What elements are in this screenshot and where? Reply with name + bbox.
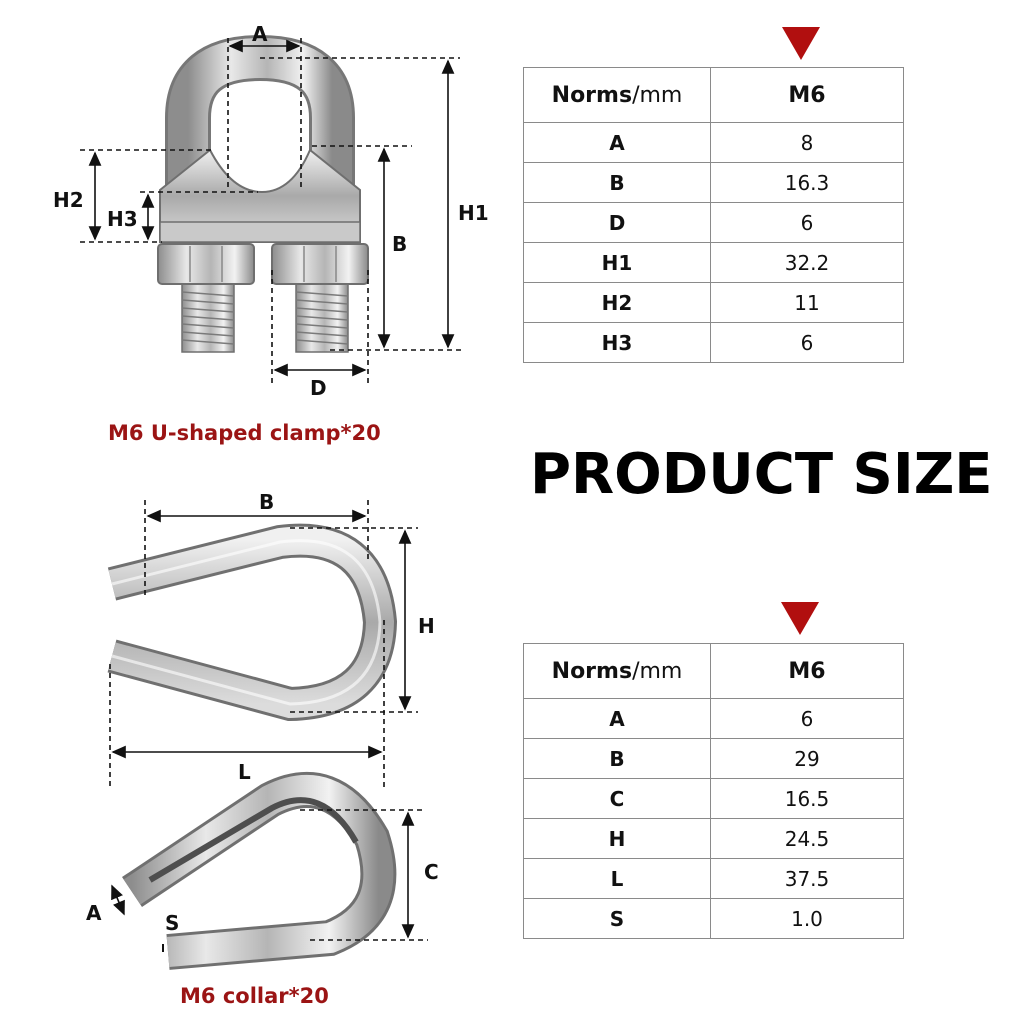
table-row xyxy=(524,739,904,779)
row-key: A xyxy=(524,123,711,163)
table-row xyxy=(524,203,904,243)
marker-triangle-icon xyxy=(782,27,820,60)
row-value: 29 xyxy=(711,739,904,779)
collar-caption: M6 collar*20 xyxy=(180,984,329,1008)
row-key: H xyxy=(524,819,711,859)
collar-label-b: B xyxy=(259,490,275,514)
row-value: 32.2 xyxy=(711,243,904,283)
product-size-heading: PRODUCT SIZE xyxy=(530,442,993,507)
header-norms: Norms/mm xyxy=(524,644,711,699)
u-clamp-drawing xyxy=(158,58,368,352)
row-value: 6 xyxy=(711,203,904,243)
row-value: 1.0 xyxy=(711,899,904,939)
table-row xyxy=(524,699,904,739)
row-value: 8 xyxy=(711,123,904,163)
table-row xyxy=(524,323,904,363)
collar-label-l: L xyxy=(238,760,251,784)
row-value: 11 xyxy=(711,283,904,323)
clamp-caption: M6 U-shaped clamp*20 xyxy=(108,421,381,445)
thimble-side-drawing xyxy=(112,541,380,704)
header-size: M6 xyxy=(711,644,904,699)
row-value: 6 xyxy=(711,323,904,363)
table-row xyxy=(524,163,904,203)
clamp-label-a: A xyxy=(252,22,268,46)
header-norms: Norms/mm xyxy=(524,68,711,123)
row-value: 6 xyxy=(711,699,904,739)
row-key: H2 xyxy=(524,283,711,323)
table-row xyxy=(524,899,904,939)
row-value: 24.5 xyxy=(711,819,904,859)
collar-label-a: A xyxy=(86,901,102,925)
table-row xyxy=(524,283,904,323)
row-key: A xyxy=(524,699,711,739)
clamp-label-h2: H2 xyxy=(53,188,84,212)
row-key: S xyxy=(524,899,711,939)
table-row xyxy=(524,819,904,859)
row-value: 16.5 xyxy=(711,779,904,819)
table-header-row xyxy=(524,68,904,123)
row-key: B xyxy=(524,739,711,779)
table-row xyxy=(524,243,904,283)
row-key: L xyxy=(524,859,711,899)
header-size: M6 xyxy=(711,68,904,123)
collar-label-c: C xyxy=(424,860,439,884)
collar-label-h: H xyxy=(418,614,435,638)
clamp-spec-table xyxy=(523,67,904,363)
row-key: H3 xyxy=(524,323,711,363)
row-key: C xyxy=(524,779,711,819)
row-value: 16.3 xyxy=(711,163,904,203)
collar-label-s: S xyxy=(165,911,180,935)
table-row xyxy=(524,779,904,819)
row-key: B xyxy=(524,163,711,203)
table-row xyxy=(524,123,904,163)
clamp-label-h3: H3 xyxy=(107,207,138,231)
clamp-label-h1: H1 xyxy=(458,201,489,225)
row-key: D xyxy=(524,203,711,243)
clamp-label-b: B xyxy=(392,232,408,256)
row-value: 37.5 xyxy=(711,859,904,899)
marker-triangle-icon xyxy=(781,602,819,635)
clamp-label-d: D xyxy=(310,376,327,400)
collar-spec-table xyxy=(523,643,904,939)
table-header-row xyxy=(524,644,904,699)
row-key: H1 xyxy=(524,243,711,283)
table-row xyxy=(524,859,904,899)
